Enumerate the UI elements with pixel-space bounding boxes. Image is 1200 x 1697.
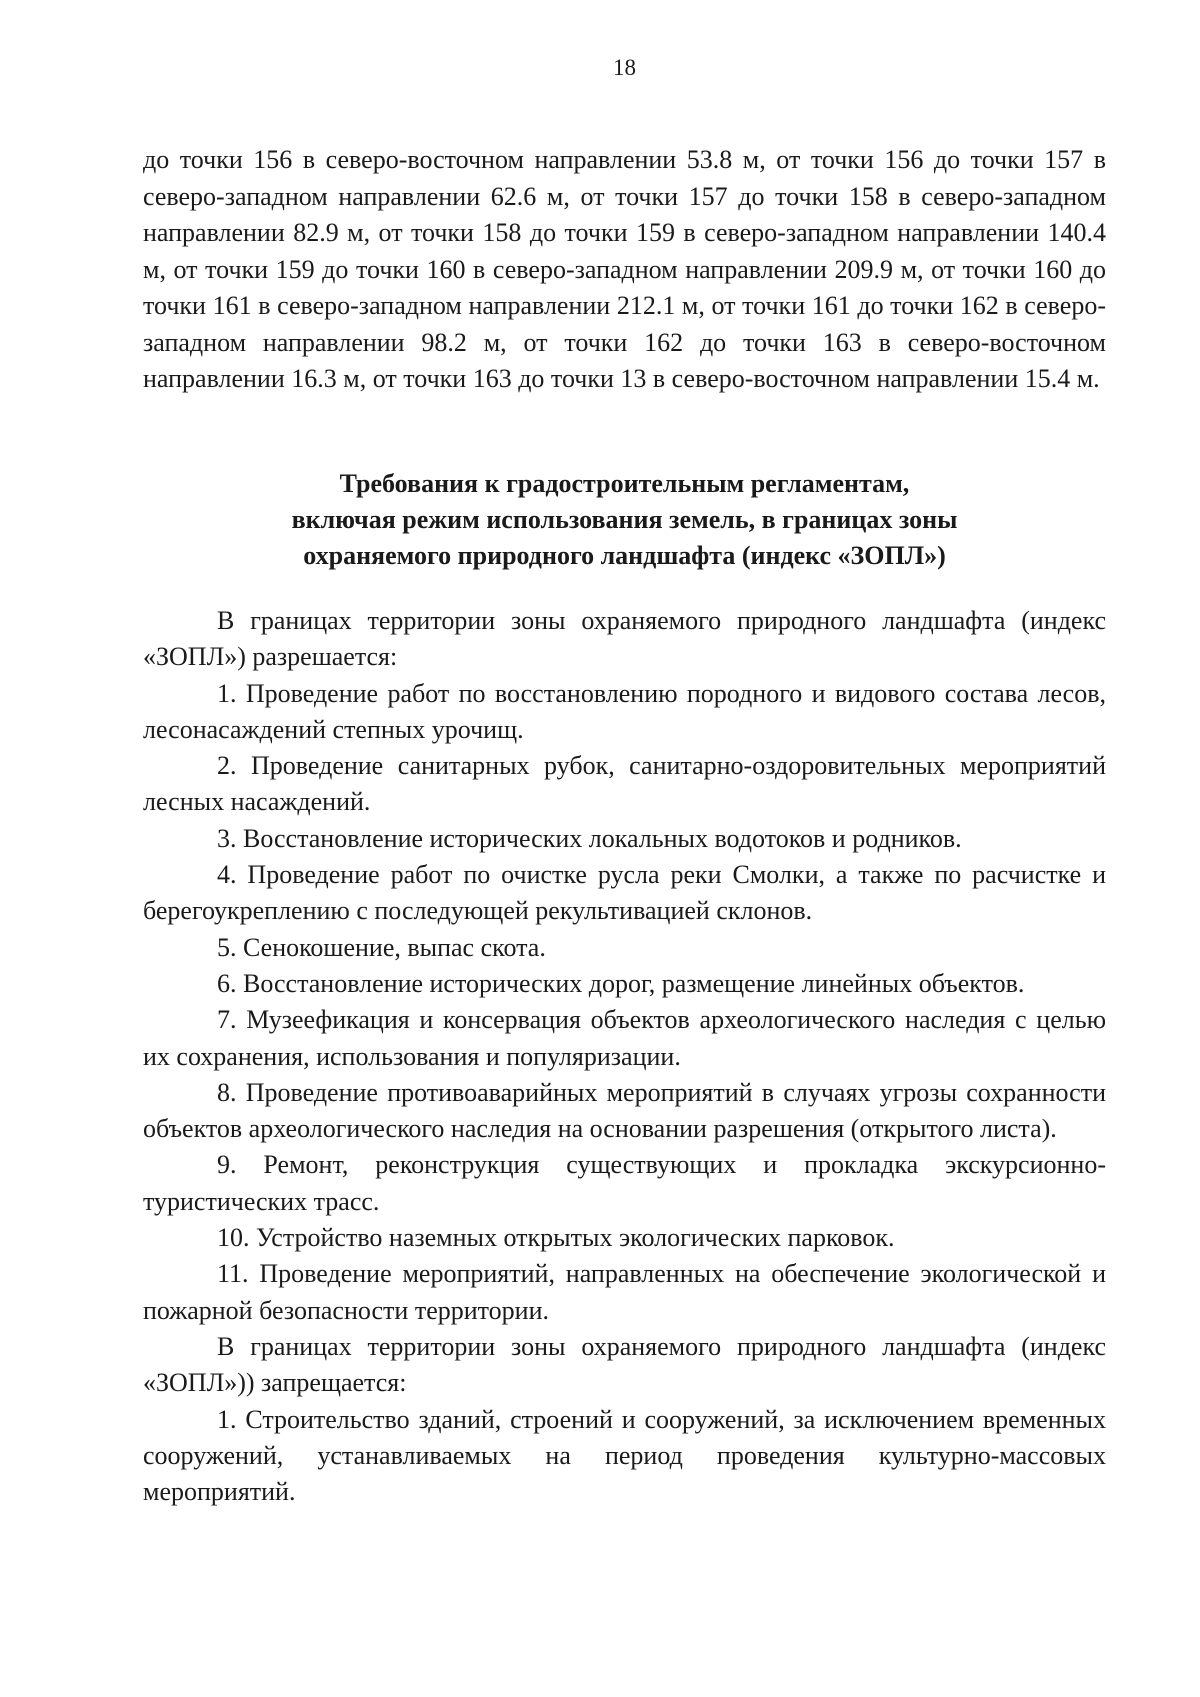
list-item: 11. Проведение мероприятий, направленных на обеспечение экологической и пожарной безопасности территории. xyxy=(143,1259,1106,1325)
list-item: 5. Сенокошение, выпас скота. xyxy=(217,932,546,962)
list-item: 1. Проведение работ по восстановлению породного и видового состава лесов, лесонасаждений степных урочищ. xyxy=(143,678,1106,744)
list-item: 1. Строительство зданий, строений и сооружений, за исключением временных сооружений, устанавливаемых на период проведения культурно-массовых мероприятий. xyxy=(143,1404,1106,1507)
regulations-body xyxy=(143,603,1106,1510)
list-item: 4. Проведение работ по очистке русла реки Смолки, а также по расчистке и берегоукреплению с последующей рекультивацией склонов. xyxy=(143,860,1106,926)
list-item: 10. Устройство наземных открытых экологических парковок. xyxy=(217,1223,895,1253)
section-heading xyxy=(143,466,1106,574)
list-item: 7. Музеефикация и консервация объектов археологического наследия с целью их сохранения, использования и популяризации. xyxy=(143,1005,1106,1071)
list-item: 9. Ремонт, реконструкция существующих и прокладка экскурсионно-туристических трасс. xyxy=(143,1150,1106,1216)
list-item: 8. Проведение противоаварийных мероприятий в случаях угрозы сохранности объектов археологического наследия на основании разрешения (открытого листа). xyxy=(143,1077,1106,1144)
list-item: 2. Проведение санитарных рубок, санитарно-оздоровительных мероприятий лесных насаждений. xyxy=(143,751,1106,817)
section-heading-line: Требования к градостроительным регламентам, xyxy=(339,469,910,498)
section-heading-line: охраняемого природного ландшафта (индекс «ЗОПЛ») xyxy=(303,541,946,570)
prohibited-lead: В границах территории зоны охраняемого природного ландшафта (индекс «ЗОПЛ»)) запрещается: xyxy=(143,1331,1106,1398)
section-heading-line: включая режим использования земель, в границах зоны xyxy=(291,505,958,534)
page-number: 18 xyxy=(613,55,636,80)
permitted-lead: В границах территории зоны охраняемого природного ландшафта (индекс «ЗОПЛ») разрешается: xyxy=(143,606,1106,672)
list-item: 3. Восстановление исторических локальных водотоков и родников. xyxy=(217,823,962,853)
intro-paragraph: до точки 156 в северо-восточном направлении 53.8 м, от точки 156 до точки 157 в северо-западном направлении 62.6 м, от точки 157 до точки 158 в северо-западном направлении 82.9 м, от точки 158 до точки 159 в северо-западном направлении 140.4 м, от точки 159 до точки 160 в северо-западном направлении 209.9 м, от точки 160 до точки 161 в северо-западном направлении 212.1 м, от точки 161 до точки 162 в северо-западном направлении 98.2 м, от точки 162 до точки 163 в северо-восточном направлении 16.3 м, от точки 163 до точки 13 в северо-восточном направлении 15.4 м. xyxy=(143,145,1106,393)
list-item: 6. Восстановление исторических дорог, размещение линейных объектов. xyxy=(217,968,1025,998)
